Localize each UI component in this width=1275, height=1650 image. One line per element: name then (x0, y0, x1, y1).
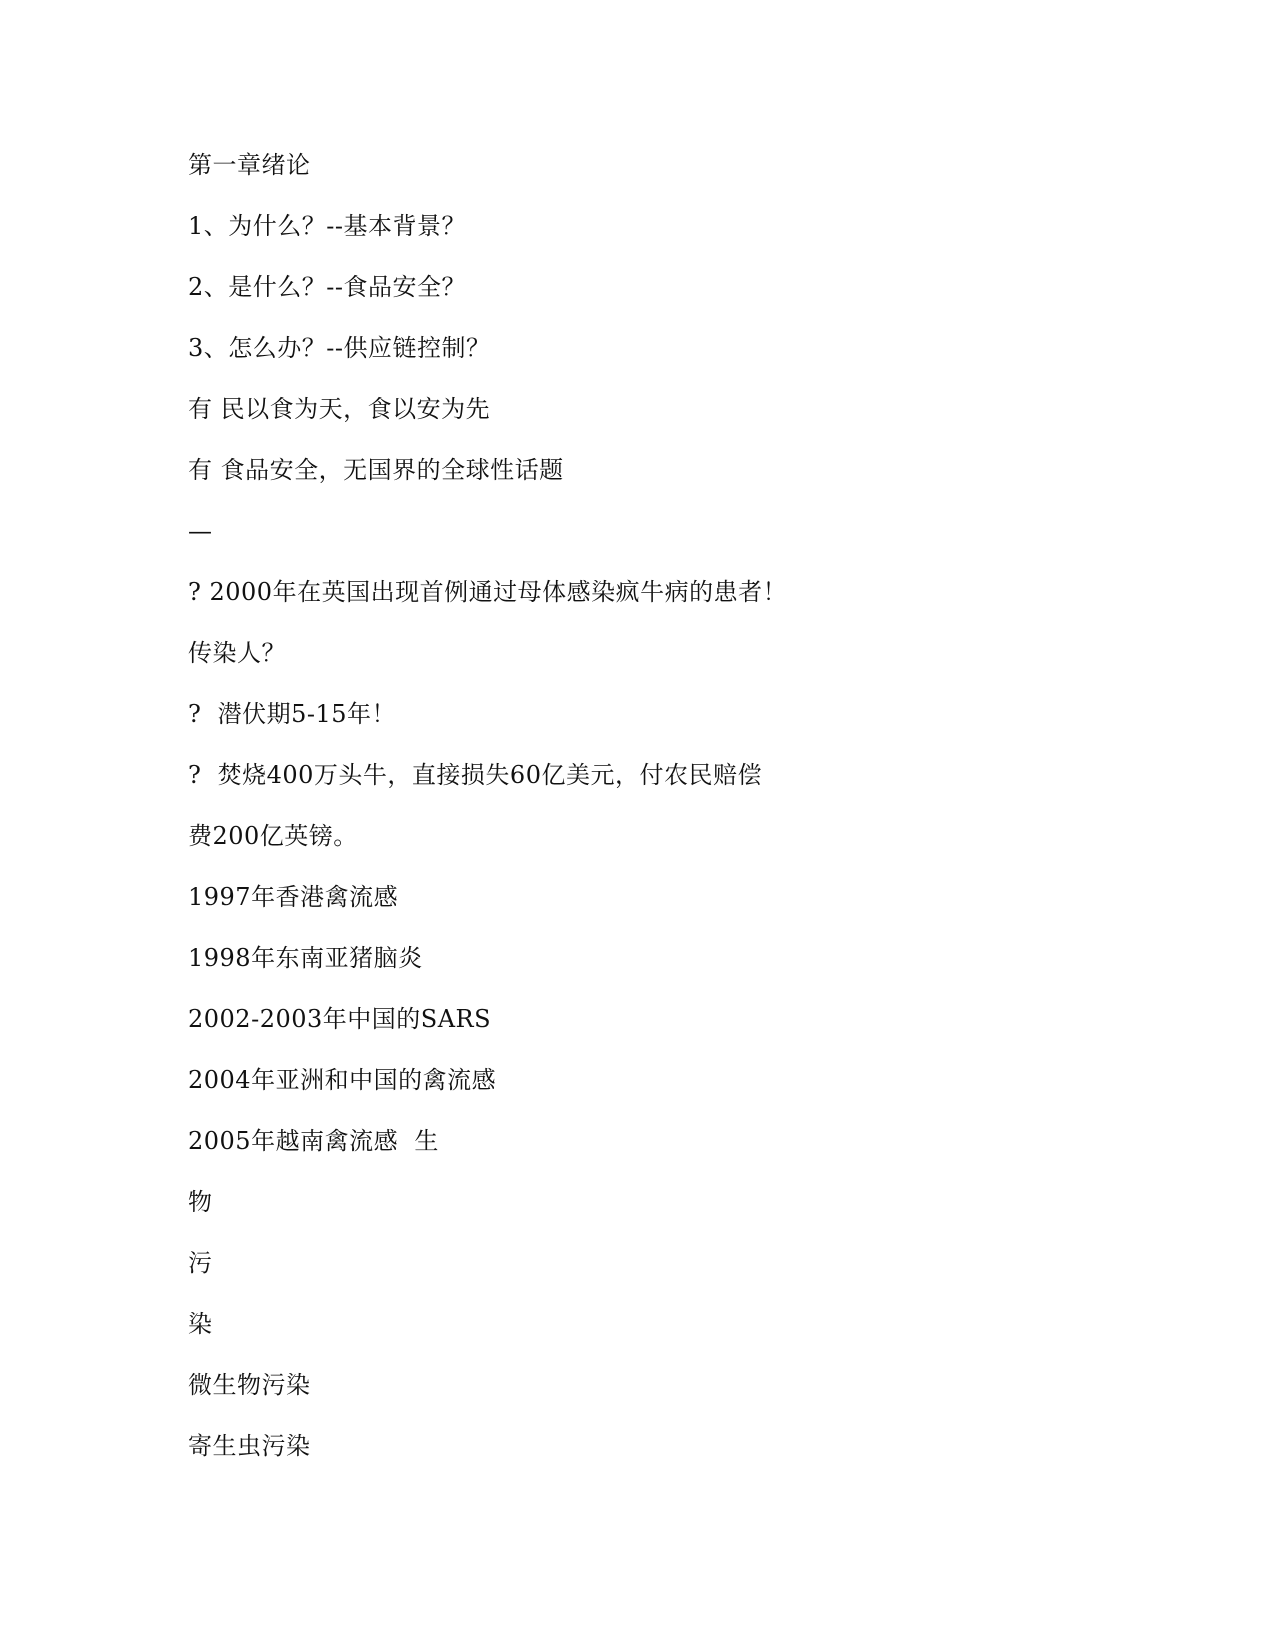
text-line: 3、怎么办？--供应链控制？ (188, 334, 491, 362)
text-line: 1、为什么？--基本背景？ (188, 212, 466, 240)
text-line: — (188, 517, 213, 545)
text-line: 1997年香港禽流感 (188, 883, 399, 911)
text-line: 污 (188, 1249, 213, 1277)
chapter-title: 第一章绪论 (188, 151, 311, 179)
text-line: 费200亿英镑。 (188, 822, 358, 850)
text-line: 2004年亚洲和中国的禽流感 (188, 1066, 497, 1094)
text-line: 传染人？ (188, 639, 286, 667)
text-line: 1998年东南亚猪脑炎 (188, 944, 423, 972)
text-line: 染 (188, 1310, 213, 1338)
text-line: ? 焚烧400万头牛，直接损失60亿美元，付农民赔偿 (188, 761, 762, 789)
text-line: ? 2000年在英国出现首例通过母体感染疯牛病的患者！ (188, 578, 788, 606)
text-line: 寄生虫污染 (188, 1432, 311, 1460)
text-line: 2、是什么？--食品安全？ (188, 273, 466, 301)
text-line: 2002-2003年中国的SARS (188, 1005, 492, 1033)
text-line: 有 民以食为天，食以安为先 (188, 395, 491, 423)
text-line: 2005年越南禽流感 生 (188, 1127, 439, 1155)
text-line: 微生物污染 (188, 1371, 311, 1399)
text-line: 物 (188, 1188, 213, 1216)
text-line: 有 食品安全，无国界的全球性话题 (188, 456, 564, 484)
text-line: ? 潜伏期5-15年！ (188, 700, 397, 728)
